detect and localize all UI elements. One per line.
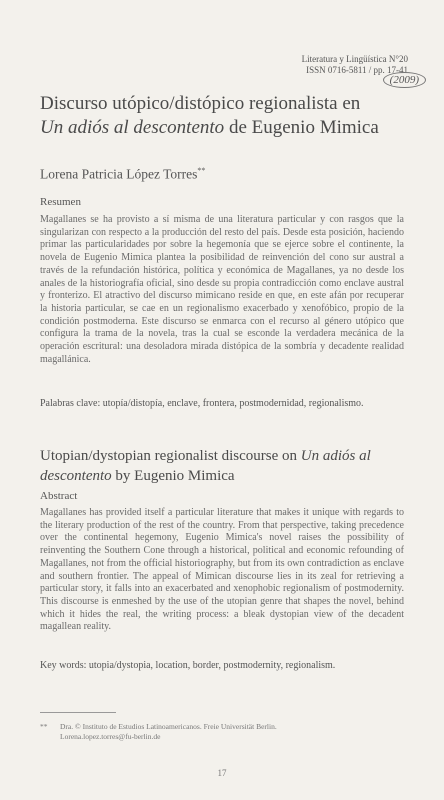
page-number: 17 — [217, 768, 227, 778]
author-name: Lorena Patricia López Torres — [40, 166, 198, 182]
footnote-email: Lorena.lopez.torres@fu-berlin.de — [60, 732, 161, 741]
footnote-marker: ** — [40, 722, 48, 731]
resumen-text: Magallanes se ha provisto a sí misma de una literatura particular y con rasgos que la singularizan con respecto a la producción del resto del país. Desde esta posición, haciendo primar las particularidades por sobre la hegemonía que se ejerce sobre el continente, la novela de Eugenio Mimica plantea la posibilidad de reinvención del cono sur austral a través de la refundación histórica, política y económica de Magallanes, ya no desde los anales de la historiografía oficial, sino desde su propia contradicción como enclave austral y fronterizo. El atractivo del discurso mimicano reside en que, en este afán por recuperar la historia particular, se cae en un regionalismo exacerbado y xenofóbico, propio de la condición postmoderna. Este discurso se enmarca con el recurso al género utópico que configura la trama de la novela, tras la cual se esconde la verdadera mecánica de la operación escritural: una desoladora mirada distópica de la sombría y decadente realidad magallánica. — [40, 214, 404, 365]
key-words-list: utopia/dystopia, location, border, postmodernity, regionalism. — [86, 660, 336, 671]
journal-name: Literatura y Lingüística N°20 — [301, 54, 408, 64]
article-title — [40, 92, 400, 140]
handwritten-year-note: (2009) — [383, 72, 426, 88]
english-title-part2: by Eugenio Mimica — [111, 468, 235, 484]
english-title — [40, 446, 400, 486]
palabras-clave — [40, 398, 404, 411]
key-words — [40, 660, 404, 673]
author-line — [40, 166, 400, 183]
footnote-divider — [40, 712, 116, 713]
english-title-part1: Utopian/dystopian regionalist discourse on — [40, 448, 301, 464]
footnote — [40, 722, 404, 742]
palabras-clave-label: Palabras clave: — [40, 398, 101, 409]
abstract-heading: Abstract — [40, 490, 78, 502]
author-footnote-marker: ** — [197, 166, 206, 175]
novel-title: Un adiós al descontento — [40, 117, 225, 138]
key-words-label: Key words: — [40, 660, 87, 671]
english-title-italic: Un adiós al descontento — [40, 448, 371, 484]
abstract-text: Magallanes has provided itself a particular literature that makes it unique with regards to the literary production of the rest of the country. From that perspective, taking precedence over the continental hegemony, Eugenio Mimica's novel raises the possibility of reinventing the Southern Cone through a historical, political and economic refounding of Magallanes, not from the official historiography, but from its own contradiction as enclave and southern frontier. The appeal of Mimican discourse lies in its zeal for retrieving a particular story, it falls into an exacerbated and xenophobic regionalism of postmodernity. This discourse is enmeshed by the use of the utopian genre that shapes the novel, behind which it hides the real, the writing process: a bleak dystopian view of the decadent magallean reality. — [40, 507, 404, 633]
journal-issn: ISSN 0716-5811 / pp. 17-41 — [306, 65, 408, 75]
title-rest: de Eugenio Mimica — [224, 117, 379, 138]
title-line1: Discurso utópico/distópico regionalista en — [40, 93, 361, 114]
palabras-clave-list: utopía/distopía, enclave, frontera, postmodernidad, regionalismo. — [100, 398, 364, 409]
title-line2 — [40, 116, 400, 140]
footnote-affiliation: Dra. © Instituto de Estudios Latinoamericanos. Freie Universität Berlin. — [60, 722, 277, 731]
resumen-heading: Resumen — [40, 196, 81, 208]
